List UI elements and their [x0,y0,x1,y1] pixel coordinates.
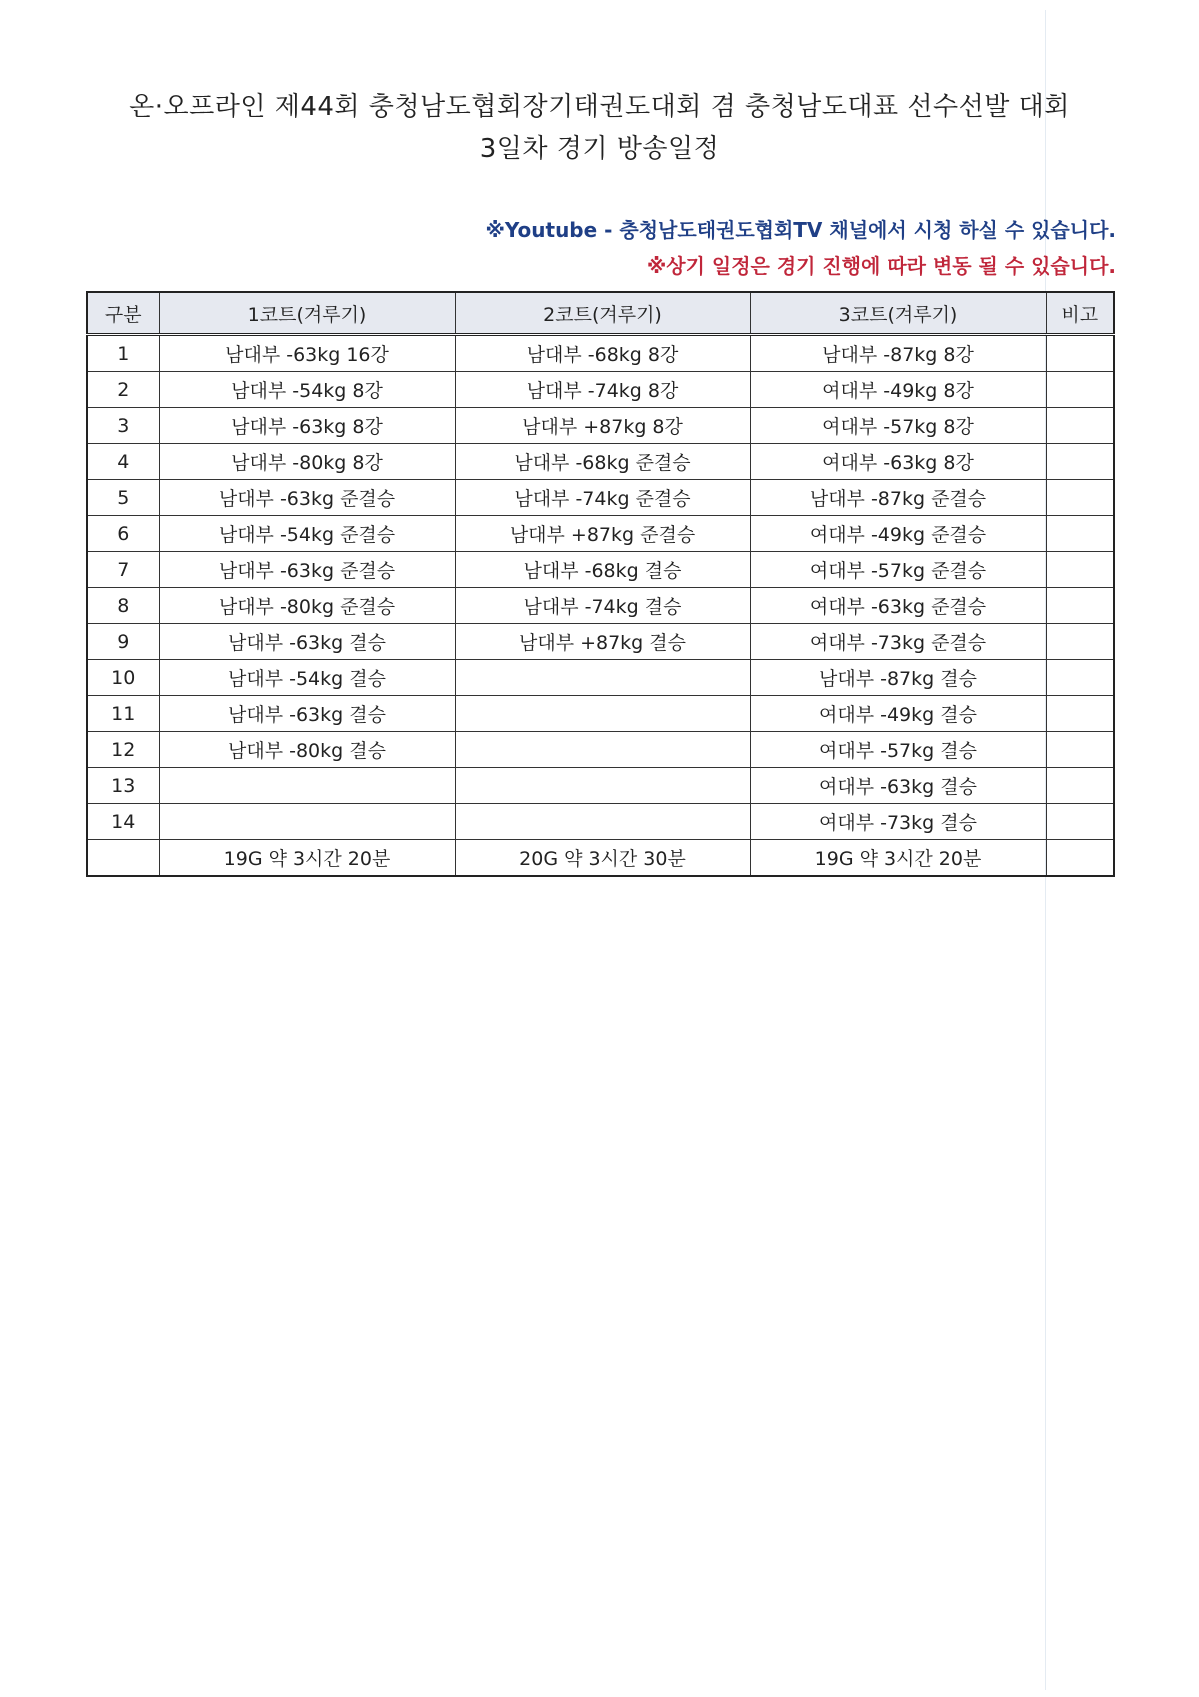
header-court-3: 3코트(겨루기) [750,292,1046,335]
cell-remarks [1046,624,1114,660]
broadcast-schedule-table [86,291,1115,877]
header-court-2: 2코트(겨루기) [455,292,750,335]
cell-court-3: 여대부 -57kg 8강 [750,408,1046,444]
cell-court-2: 남대부 -74kg 8강 [455,372,750,408]
table-row [87,444,1114,480]
cell-court-2: 남대부 -68kg 결승 [455,552,750,588]
cell-order: 3 [87,408,159,444]
cell-court-3: 여대부 -57kg 결승 [750,732,1046,768]
cell-remarks [1046,588,1114,624]
cell-remarks [1046,372,1114,408]
cell-court-2 [455,660,750,696]
cell-court-1: 19G 약 3시간 20분 [159,840,455,877]
cell-order: 6 [87,516,159,552]
header-division: 구분 [87,292,159,335]
cell-order: 2 [87,372,159,408]
cell-order: 8 [87,588,159,624]
cell-order: 4 [87,444,159,480]
cell-court-2: 남대부 +87kg 준결승 [455,516,750,552]
cell-court-3: 여대부 -63kg 결승 [750,768,1046,804]
cell-court-2: 남대부 +87kg 결승 [455,624,750,660]
cell-court-2 [455,732,750,768]
table-row [87,660,1114,696]
cell-court-1: 남대부 -63kg 결승 [159,696,455,732]
cell-order: 10 [87,660,159,696]
cell-court-2 [455,768,750,804]
cell-court-1: 남대부 -63kg 16강 [159,335,455,372]
cell-court-1: 남대부 -63kg 준결승 [159,552,455,588]
table-row [87,696,1114,732]
cell-order: 7 [87,552,159,588]
cell-court-1: 남대부 -80kg 8강 [159,444,455,480]
cell-court-2: 남대부 -74kg 결승 [455,588,750,624]
cell-order [87,840,159,877]
cell-order: 12 [87,732,159,768]
cell-court-1: 남대부 -63kg 준결승 [159,480,455,516]
cell-order: 11 [87,696,159,732]
cell-court-2: 남대부 +87kg 8강 [455,408,750,444]
cell-remarks [1046,768,1114,804]
cell-court-1 [159,804,455,840]
cell-order: 1 [87,335,159,372]
cell-remarks [1046,552,1114,588]
table-header-row [87,292,1114,335]
cell-court-1: 남대부 -63kg 결승 [159,624,455,660]
cell-court-3: 여대부 -63kg 준결승 [750,588,1046,624]
cell-court-3: 남대부 -87kg 결승 [750,660,1046,696]
cell-court-2: 남대부 -68kg 준결승 [455,444,750,480]
cell-court-2 [455,804,750,840]
cell-court-3: 여대부 -73kg 결승 [750,804,1046,840]
table-row [87,804,1114,840]
cell-court-3: 여대부 -49kg 결승 [750,696,1046,732]
table-row [87,372,1114,408]
table-row [87,516,1114,552]
cell-court-1: 남대부 -80kg 결승 [159,732,455,768]
cell-order: 5 [87,480,159,516]
cell-court-3: 19G 약 3시간 20분 [750,840,1046,877]
schedule-change-notice: ※상기 일정은 경기 진행에 따라 변동 될 수 있습니다. [646,254,1116,278]
cell-court-2: 남대부 -74kg 준결승 [455,480,750,516]
table-row [87,408,1114,444]
cell-remarks [1046,480,1114,516]
cell-court-1: 남대부 -54kg 준결승 [159,516,455,552]
document-title: 온·오프라인 제44회 충청남도협회장기태권도대회 겸 충청남도대표 선수선발 대회 [129,92,1070,122]
header-remarks: 비고 [1046,292,1114,335]
table-row [87,624,1114,660]
cell-court-1: 남대부 -54kg 8강 [159,372,455,408]
cell-court-1: 남대부 -54kg 결승 [159,660,455,696]
youtube-notice: ※Youtube - 충청남도태권도협회TV 채널에서 시청 하실 수 있습니다. [485,218,1116,242]
cell-court-3: 여대부 -57kg 준결승 [750,552,1046,588]
table-row [87,335,1114,372]
cell-court-3: 여대부 -49kg 준결승 [750,516,1046,552]
cell-court-3: 남대부 -87kg 8강 [750,335,1046,372]
cell-court-2 [455,696,750,732]
header-court-1: 1코트(겨루기) [159,292,455,335]
cell-order: 13 [87,768,159,804]
cell-remarks [1046,840,1114,877]
table-row [87,588,1114,624]
cell-court-1: 남대부 -63kg 8강 [159,408,455,444]
cell-order: 14 [87,804,159,840]
table-row [87,768,1114,804]
table-row [87,732,1114,768]
cell-remarks [1046,408,1114,444]
cell-remarks [1046,516,1114,552]
cell-court-2: 20G 약 3시간 30분 [455,840,750,877]
table-row [87,480,1114,516]
cell-remarks [1046,335,1114,372]
cell-remarks [1046,660,1114,696]
cell-court-2: 남대부 -68kg 8강 [455,335,750,372]
document-subtitle: 3일차 경기 방송일정 [479,134,720,164]
cell-court-3: 여대부 -73kg 준결승 [750,624,1046,660]
cell-court-3: 남대부 -87kg 준결승 [750,480,1046,516]
cell-remarks [1046,804,1114,840]
cell-order: 9 [87,624,159,660]
cell-remarks [1046,696,1114,732]
cell-remarks [1046,732,1114,768]
cell-court-3: 여대부 -49kg 8강 [750,372,1046,408]
table-body [87,335,1114,877]
cell-court-1 [159,768,455,804]
table-summary-row [87,840,1114,877]
cell-remarks [1046,444,1114,480]
table-row [87,552,1114,588]
cell-court-1: 남대부 -80kg 준결승 [159,588,455,624]
cell-court-3: 여대부 -63kg 8강 [750,444,1046,480]
